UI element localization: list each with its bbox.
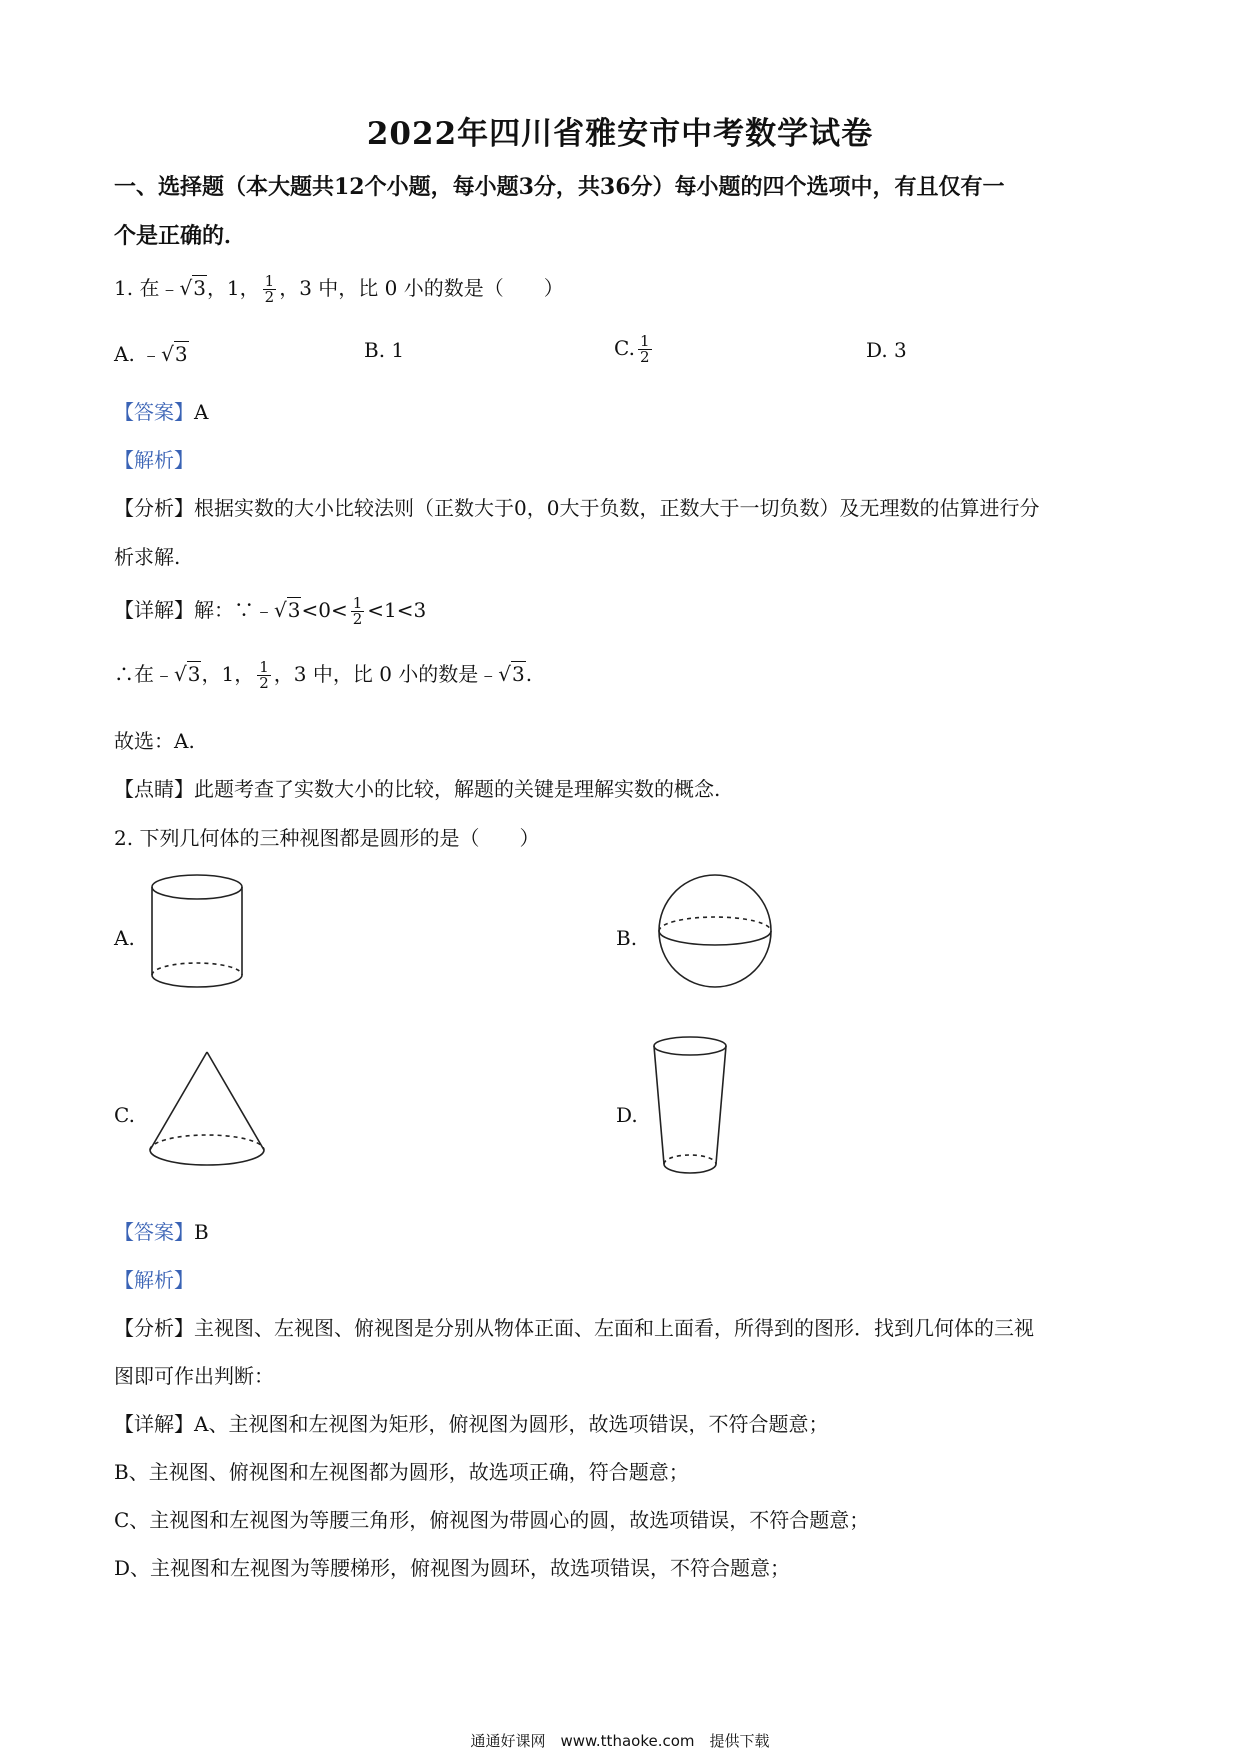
option-b: B. 1 — [364, 338, 405, 362]
figure-label-d: D. — [616, 1103, 638, 1127]
denominator: 2 — [352, 610, 363, 628]
option-label: A. ﹣ — [114, 342, 162, 366]
fraction — [257, 660, 271, 691]
cylinder-figure — [150, 873, 245, 993]
therefore-text: . — [525, 662, 533, 686]
section-header-line2: 个是正确的． — [114, 223, 247, 249]
option-d: D. 3 — [866, 338, 907, 362]
section-header-line1: 一、选择题（本大题共12个小题，每小题3分，共36分）每小题的四个选项中，有且仅有一 — [114, 174, 1005, 200]
radicand: 3 — [187, 662, 201, 686]
therefore-text: ，1， — [201, 662, 255, 686]
therefore-text: ，3 中，比 0 小的数是﹣ — [273, 662, 499, 686]
stem-text: ，1， — [206, 276, 260, 300]
therefore-text: ∴在﹣ — [114, 662, 174, 686]
denominator: 2 — [639, 348, 650, 366]
detail-2-b: B、主视图、俯视图和左视图都为圆形，故选项正确，符合题意； — [114, 1460, 689, 1484]
detail-text: <0< — [301, 598, 348, 622]
detail-2-a: 【详解】A、主视图和左视图为矩形，俯视图为圆形，故选项错误，不符合题意； — [114, 1412, 829, 1436]
question-2-stem: 2. 下列几何体的三种视图都是圆形的是（ ） — [114, 826, 540, 850]
numerator: 1 — [352, 594, 363, 612]
page-footer: 通通好课网 www.tthaoke.com 提供下载 — [470, 1732, 770, 1750]
sphere-figure — [652, 873, 778, 989]
figure-label-c: C. — [114, 1103, 135, 1127]
detail-text: 【详解】解：∵﹣ — [114, 598, 274, 622]
choose-line: 故选：A. — [114, 729, 195, 753]
sqrt-expression: √3 — [498, 662, 525, 686]
fraction — [638, 334, 652, 365]
radicand: 3 — [174, 342, 188, 366]
fraction — [263, 274, 277, 305]
detail-text: <1<3 — [367, 598, 427, 622]
answer-line — [114, 396, 208, 425]
analysis-tag: 【解析】 — [114, 448, 194, 472]
option-a — [114, 338, 189, 367]
sqrt-expression: √3 — [161, 342, 188, 366]
analysis-line1: 【分析】根据实数的大小比较法则（正数大于0，0大于负数，正数大于一切负数）及无理数的估算进行分 — [114, 496, 1040, 520]
sqrt-expression: √3 — [274, 598, 301, 622]
option-c — [614, 334, 655, 365]
denominator: 2 — [264, 288, 275, 306]
denominator: 2 — [259, 674, 269, 692]
option-label: C. — [614, 336, 635, 360]
answer-line-2 — [114, 1216, 209, 1245]
radicand: 3 — [193, 276, 206, 300]
analysis-2-line1: 【分析】主视图、左视图、俯视图是分别从物体正面、左面和上面看，所得到的图形．找到几何体的三视 — [114, 1316, 1034, 1340]
page-title: 2022年四川省雅安市中考数学试卷 — [366, 116, 874, 152]
answer-value: A — [194, 400, 209, 424]
figure-label-a: A. — [114, 926, 135, 950]
answer-value: B — [194, 1220, 209, 1244]
detail-2-d: D、主视图和左视图为等腰梯形，俯视图为圆环，故选项错误，不符合题意； — [114, 1556, 791, 1580]
therefore-line — [114, 658, 532, 691]
fraction — [351, 596, 365, 627]
radicand: 3 — [287, 598, 301, 622]
numerator: 1 — [264, 272, 275, 290]
detail-line — [114, 594, 426, 627]
cone-figure — [147, 1050, 267, 1168]
answer-tag: 【答案】 — [114, 400, 194, 424]
figure-label-b: B. — [616, 926, 638, 950]
cup-figure — [652, 1034, 732, 1180]
sqrt-expression: √3 — [174, 662, 201, 686]
numerator: 1 — [639, 332, 650, 350]
radicand: 3 — [512, 662, 525, 686]
detail-2-c: C、主视图和左视图为等腰三角形，俯视图为带圆心的圆，故选项错误，不符合题意； — [114, 1508, 870, 1532]
question-1-stem — [114, 272, 564, 305]
analysis-2-line2: 图即可作出判断： — [114, 1364, 274, 1388]
numerator: 1 — [259, 658, 269, 676]
dianjing-line: 【点睛】此题考查了实数大小的比较，解题的关键是理解实数的概念. — [114, 777, 721, 801]
answer-tag: 【答案】 — [114, 1220, 194, 1244]
analysis-line2: 析求解. — [114, 545, 181, 569]
stem-text: ，3 中，比 0 小的数是（ ） — [279, 276, 564, 300]
stem-text: 1. 在﹣ — [114, 276, 180, 300]
analysis-tag-2: 【解析】 — [114, 1268, 194, 1292]
sqrt-expression: √3 — [179, 276, 206, 300]
